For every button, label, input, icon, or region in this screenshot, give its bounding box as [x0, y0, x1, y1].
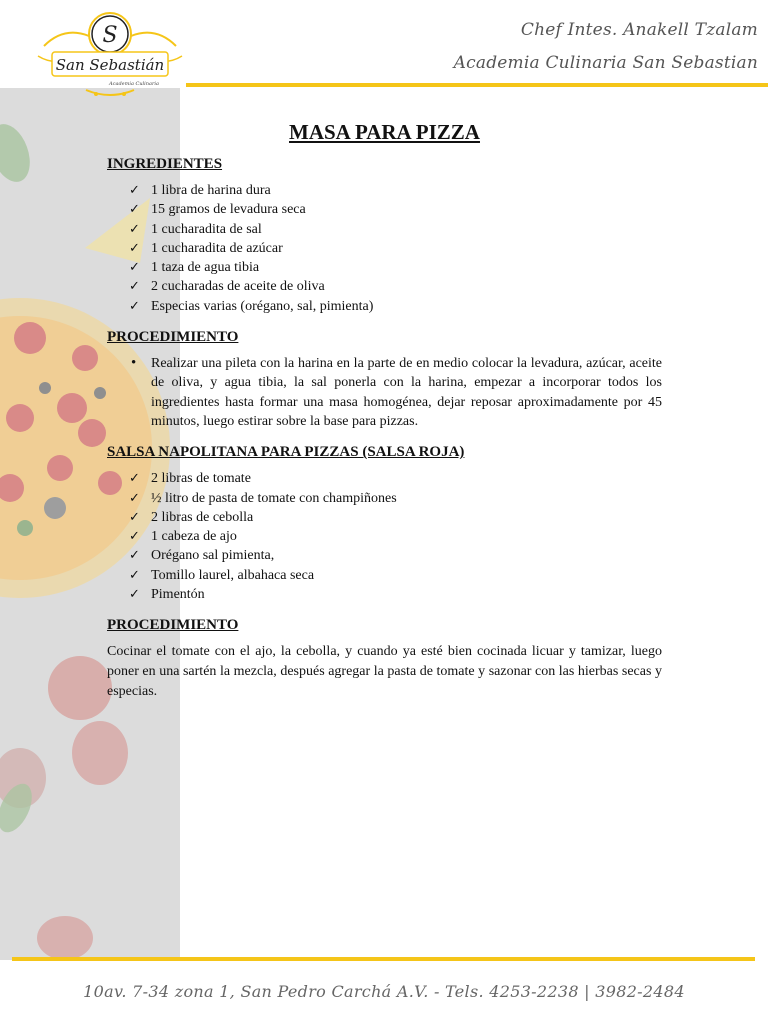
footer-accent-line: [12, 957, 755, 961]
sauce-item: ✓ Tomillo laurel, albahaca seca: [129, 566, 662, 585]
logo-name: San Sebastián: [55, 56, 165, 74]
ingredient-item: ✓ 1 cucharadita de azúcar: [129, 239, 662, 258]
ingredient-item: ✓ 1 taza de agua tibia: [129, 258, 662, 277]
ingredient-item: ✓ 1 cucharadita de sal: [129, 220, 662, 239]
ingredient-item: ✓ Especias varias (orégano, sal, pimienta): [129, 297, 662, 316]
sauce-heading: SALSA NAPOLITANA PARA PIZZAS (SALSA ROJA): [107, 444, 465, 461]
sauce-item: ✓ 1 cabeza de ajo: [129, 527, 662, 546]
procedure-step: • Realizar una pileta con la harina en la parte de en medio colocar la levadura, azúcar, aceite de oliva, y agua tibia, la sal ponerla con la harina, empezar a incorporar todos los ingredientes hasta formar una masa homogénea, dejar reposar aproximadamente por 45 minutos, luego estirar sobre la base para pizzas.: [129, 354, 662, 431]
ingredient-item: ✓ 2 cucharadas de aceite de oliva: [129, 277, 662, 296]
sauce-item: ✓ Orégano sal pimienta,: [129, 546, 662, 565]
recipe-content: [107, 120, 662, 701]
sauce-procedure-heading: PROCEDIMIENTO: [107, 617, 239, 634]
sauce-item: ✓ 2 libras de cebolla: [129, 508, 662, 527]
header-accent-line: [186, 83, 768, 87]
author-name: Chef Intes. Anakell Tzalam: [520, 20, 758, 40]
logo-subtitle: Academia Culinaria: [109, 81, 159, 87]
ingredient-item: ✓ 1 libra de harina dura: [129, 181, 662, 200]
procedure-list: [129, 354, 662, 431]
academy-name: Academia Culinaria San Sebastian: [453, 53, 758, 73]
page-title: MASA PARA PIZZA: [289, 120, 480, 144]
sauce-ingredients-list: [129, 469, 662, 604]
ingredients-list: [129, 181, 662, 316]
header-credits: [454, 14, 758, 80]
footer-address: 10av. 7-34 zona 1, San Pedro Carchá A.V. - Tels. 4253-2238 | 3982-2484: [83, 982, 685, 1001]
procedure-heading: PROCEDIMIENTO: [107, 329, 239, 346]
sauce-item: ✓ Pimentón: [129, 585, 662, 604]
sauce-item: ✓ 2 libras de tomate: [129, 469, 662, 488]
ingredients-heading: INGREDIENTES: [107, 156, 223, 172]
school-logo: [34, 6, 186, 102]
logo-letter: S: [102, 23, 118, 48]
sauce-procedure-text: Cocinar el tomate con el ajo, la cebolla, y cuando ya esté bien cocinada licuar y tamizar, luego poner en una sartén la mezcla, después agregar la pasta de tomate y sazonar con las hierbas secas y especias.: [107, 644, 662, 699]
sauce-item: ✓ ½ litro de pasta de tomate con champiñones: [129, 489, 662, 508]
ingredient-item: ✓ 15 gramos de levadura seca: [129, 200, 662, 219]
